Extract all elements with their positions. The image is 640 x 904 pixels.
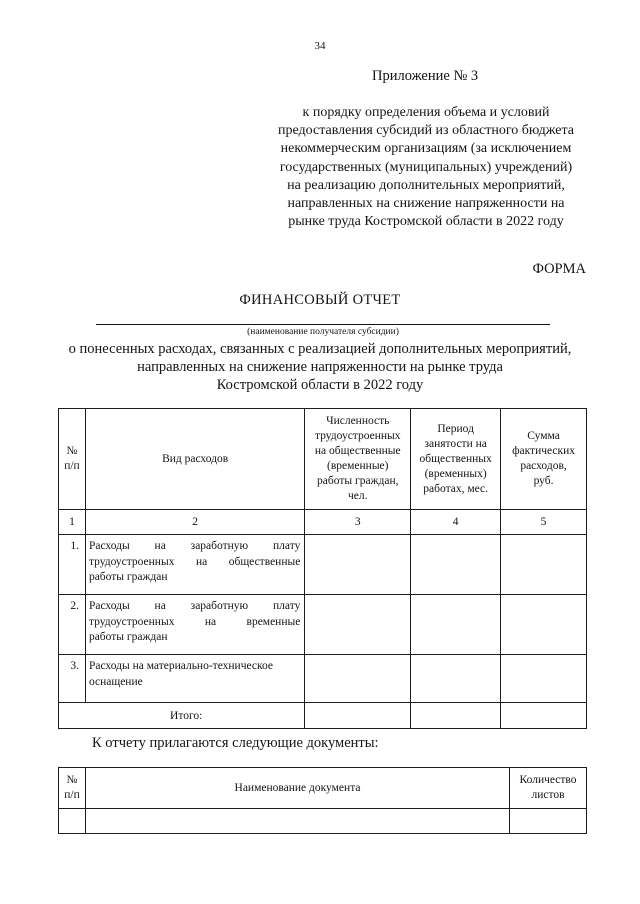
appendix-line: направленных на снижение напряженности на [287,196,565,212]
recipient-name-line [96,324,550,325]
header-number: № п/п [59,409,86,510]
documents-intro: К отчету прилагаются следующие документы: [92,735,379,751]
row-number: 1. [59,535,86,595]
form-label: ФОРМА [532,261,586,277]
employed-count-cell[interactable] [305,595,411,655]
report-subtitle-line: о понесенных расходах, связанных с реализацией дополнительных мероприятий, [68,341,572,357]
doc-header-pages: Количество листов [510,768,587,809]
doc-pages-cell[interactable] [510,809,587,834]
row-label: Расходы на заработную плату трудоустроенных на общественные работы граждан [85,535,304,595]
doc-number-cell[interactable] [59,809,86,834]
appendix-line: к порядку определения объема и условий [302,105,550,120]
appendix-subtitle [250,104,602,231]
row-number: 2. [59,595,86,655]
header-employment-period: Период занятости на общественных (временных) работах, мес. [411,409,501,510]
row-label: Расходы на заработную плату трудоустроенных на временные работы граждан [85,595,304,655]
employment-period-cell[interactable] [411,595,501,655]
doc-header-number: № п/п [59,768,86,809]
table-header-row [59,409,587,510]
report-subtitle-line: направленных на снижение напряженности на рынке труда [137,359,503,375]
header-employed-count: Численность трудоустроенных на общественные (временные) работы граждан, чел. [305,409,411,510]
column-number-row [59,510,587,535]
employment-period-cell[interactable] [411,655,501,703]
appendix-line: предоставления субсидий из областного бюджета [278,123,574,139]
column-number: 4 [411,510,501,535]
column-number: 3 [305,510,411,535]
documents-row [59,809,587,834]
column-number: 2 [85,510,304,535]
appendix-line: на реализацию дополнительных мероприятий, [287,177,565,193]
report-title: ФИНАНСОВЫЙ ОТЧЕТ [239,292,401,308]
appendix-line: некоммерческим организациям (за исключением [280,141,572,157]
page-number: 34 [314,40,326,52]
column-number: 5 [501,510,587,535]
doc-name-cell[interactable] [85,809,509,834]
appendix-line: государственных (муниципальных) учреждений) [279,159,573,175]
appendix-line: рынке труда Костромской области в 2022 году [288,214,564,230]
actual-expenses-cell[interactable] [501,655,587,703]
documents-header-row [59,768,587,809]
header-expense-type: Вид расходов [85,409,304,510]
employed-count-cell[interactable] [305,655,411,703]
table-row [59,595,587,655]
documents-table [58,767,587,834]
expense-table [58,408,587,729]
actual-expenses-cell[interactable] [501,595,587,655]
row-label: Расходы на материально-техническое оснащение [85,655,304,703]
appendix-title: Приложение № 3 [372,68,479,84]
doc-header-name: Наименование документа [85,768,509,809]
recipient-caption: (наименование получателя субсидии) [247,327,399,337]
employed-count-cell[interactable] [305,535,411,595]
table-row [59,655,587,703]
total-employed-cell[interactable] [305,703,411,729]
report-subtitle [0,340,640,394]
total-period-cell[interactable] [411,703,501,729]
column-number: 1 [59,510,86,535]
employment-period-cell[interactable] [411,535,501,595]
total-label: Итого: [59,703,305,729]
report-subtitle-line: Костромской области в 2022 году [216,377,424,393]
table-row [59,535,587,595]
total-expenses-cell[interactable] [501,703,587,729]
header-actual-expenses: Сумма фактических расходов, руб. [501,409,587,510]
actual-expenses-cell[interactable] [501,535,587,595]
row-number: 3. [59,655,86,703]
total-row [59,703,587,729]
